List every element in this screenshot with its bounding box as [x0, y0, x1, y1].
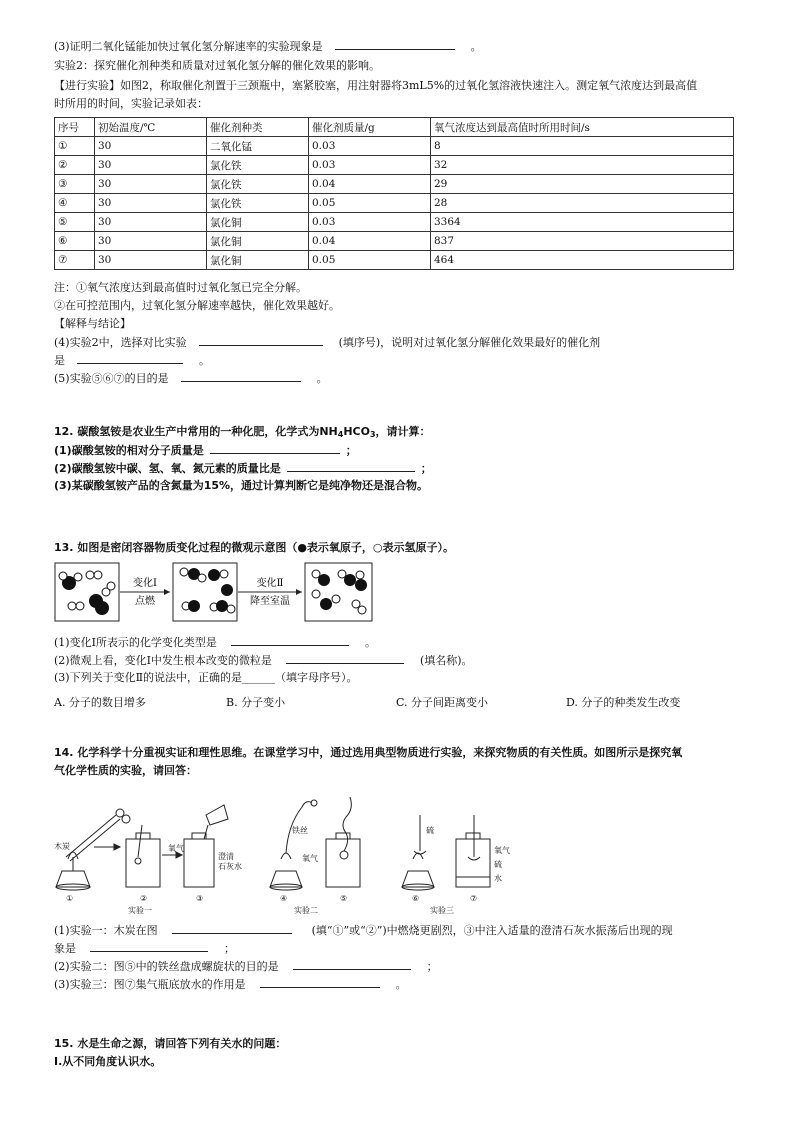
svg-text:氧气: 氧气	[302, 854, 318, 863]
q12-part2: (2)碳酸氢铵中碳、氢、氧、氮元素的质量比是 ；	[54, 462, 432, 475]
svg-text:②: ②	[140, 894, 148, 903]
svg-text:⑤: ⑤	[340, 894, 348, 903]
option-d[interactable]: D. 分子的种类发生改变	[566, 696, 681, 709]
microscopic-diagram	[54, 562, 374, 622]
svg-text:硫: 硫	[426, 826, 434, 835]
table-cell: 催化剂质量/g	[309, 118, 431, 137]
table-cell: 30	[95, 251, 207, 270]
q14-part1: (1)实验一：木炭在图 (填“①”或“②”)中燃烧更剧烈，③中注入适量的澄清石灰水振荡后出现的现	[54, 924, 673, 937]
change1-label: 变化Ⅰ	[133, 578, 157, 589]
gas-bottle-3	[184, 805, 228, 887]
q11-part4-cont: 是 。	[54, 354, 210, 367]
table-cell: ④	[55, 194, 95, 213]
q14-stem-1: 14. 化学科学十分重视实证和理性思维。在课堂学习中，通过选用典型物质进行实验，来探究物质的有关性质。如图所示是探究氧	[54, 746, 683, 759]
svg-text:澄清: 澄清	[218, 852, 234, 861]
gas-bottle-7	[456, 815, 490, 887]
answer-blank[interactable]	[210, 442, 340, 454]
table-cell: ⑥	[55, 232, 95, 251]
container-box-3	[305, 563, 372, 621]
svg-text:实验二: 实验二	[294, 906, 318, 915]
container-box-2	[173, 563, 237, 621]
table-cell: ③	[55, 175, 95, 194]
table-cell: ⑦	[55, 251, 95, 270]
table-cell: 0.05	[309, 194, 431, 213]
table-cell: 30	[95, 137, 207, 156]
q12-part1: (1)碳酸氢铵的相对分子质量是 ；	[54, 444, 357, 457]
q14-part1-cont: 象是 ；	[54, 942, 235, 955]
table-cell: 837	[431, 232, 734, 251]
note-2: ②在可控范围内，过氧化氢分解速率越快，催化效果越好。	[54, 299, 340, 312]
answer-blank[interactable]	[335, 38, 455, 50]
q12-stem: 12. 碳酸氢铵是农业生产中常用的一种化肥，化学式为$NH_4HCO_3$，请计算：	[54, 425, 431, 439]
q13-part3: (3)下列关于变化Ⅱ的说法中，正确的是______（填字母序号）。	[54, 671, 358, 684]
table-cell: 0.04	[309, 175, 431, 194]
table-cell: 8	[431, 137, 734, 156]
svg-text:实验一: 实验一	[128, 906, 152, 915]
option-a[interactable]: A. 分子的数目增多	[54, 696, 146, 709]
container-box-1	[55, 563, 119, 621]
svg-text:硫: 硫	[494, 860, 502, 869]
table-cell: 氯化铁	[207, 194, 309, 213]
svg-text:石灰水: 石灰水	[218, 862, 242, 871]
answer-blank[interactable]	[231, 634, 349, 646]
svg-text:④: ④	[280, 894, 288, 903]
alcohol-lamp-6	[402, 853, 434, 890]
table-cell: 32	[431, 156, 734, 175]
table-cell: 30	[95, 175, 207, 194]
answer-blank[interactable]	[172, 922, 292, 934]
change1-condition: 点燃	[135, 596, 155, 607]
q14-stem-2: 气化学性质的实验，请回答：	[54, 764, 197, 777]
table-cell: 29	[431, 175, 734, 194]
procedure-line2: 时所用的时间，实验记录如表：	[54, 97, 208, 110]
table-row	[55, 213, 734, 232]
table-cell: 氯化铜	[207, 213, 309, 232]
table-cell: 氧气浓度达到最高值时所用时间/s	[431, 118, 734, 137]
table-cell: 464	[431, 251, 734, 270]
svg-text:氧气: 氧气	[494, 846, 510, 855]
q11-part4: (4)实验2中，选择对比实验 (填序号)，说明对过氧化氢分解催化效果最好的催化剂	[54, 336, 601, 349]
q14-part2: (2)实验二：图⑤中的铁丝盘成螺旋状的目的是 ；	[54, 960, 438, 973]
q15-part1: Ⅰ.从不同角度认识水。	[54, 1055, 162, 1068]
table-cell: 催化剂种类	[207, 118, 309, 137]
q13-stem: 13. 如图是密闭容器物质变化过程的微观示意图（●表示氧原子，○表示氢原子）。	[54, 541, 455, 554]
q14-part3: (3)实验三：图⑦集气瓶底放水的作用是 。	[54, 978, 407, 991]
option-b[interactable]: B. 分子变小	[226, 696, 286, 709]
q11-part5: (5)实验⑤⑥⑦的目的是 。	[54, 372, 328, 385]
table-row	[55, 175, 734, 194]
answer-blank[interactable]	[90, 940, 208, 952]
q15-stem: 15. 水是生命之源，请回答下列有关水的问题：	[54, 1037, 287, 1050]
table-cell: 3364	[431, 213, 734, 232]
svg-text:水: 水	[494, 874, 502, 883]
svg-text:③: ③	[196, 894, 204, 903]
crucible-tongs	[66, 815, 120, 861]
procedure-line1: 【进行实验】如图2，称取催化剂置于三颈瓶中，塞紧胶塞，用注射器将3mL5%的过氧化氢溶液快速注入。测定氧气浓度达到最高值	[54, 79, 698, 92]
table-cell: 28	[431, 194, 734, 213]
table-cell: 二氧化锰	[207, 137, 309, 156]
q13-part2: (2)微观上看，变化Ⅰ中发生根本改变的微粒是 (填名称)。	[54, 654, 473, 667]
table-cell: 氯化铜	[207, 232, 309, 251]
exp2-desc: 实验2：探究催化剂种类和质量对过氧化氢分解的催化效果的影响。	[54, 59, 380, 72]
table-cell: ①	[55, 137, 95, 156]
change2-condition: 降至室温	[250, 596, 290, 607]
table-cell: 0.03	[309, 213, 431, 232]
table-cell: 0.05	[309, 251, 431, 270]
answer-blank[interactable]	[181, 370, 301, 382]
table-cell: 30	[95, 194, 207, 213]
table-row	[55, 251, 734, 270]
table-cell: 0.04	[309, 232, 431, 251]
gas-bottle-2	[126, 825, 160, 887]
answer-blank[interactable]	[286, 652, 404, 664]
oxygen-experiment-illustration	[54, 795, 744, 915]
table-row	[55, 156, 734, 175]
table-cell: 氯化铜	[207, 251, 309, 270]
table-cell: 30	[95, 213, 207, 232]
table-cell: 初始温度/℃	[95, 118, 207, 137]
answer-blank[interactable]	[293, 958, 411, 970]
table-header-row	[55, 118, 734, 137]
answer-blank[interactable]	[199, 334, 323, 346]
table-cell: 30	[95, 232, 207, 251]
table-cell: 氯化铁	[207, 175, 309, 194]
experiment-table	[54, 117, 734, 270]
gas-bottle-5	[326, 797, 360, 887]
alcohol-lamp-1	[56, 852, 90, 890]
table-row	[55, 194, 734, 213]
svg-text:氧气: 氧气	[168, 844, 184, 853]
table-cell: 30	[95, 156, 207, 175]
note-1: 注：①氧气浓度达到最高值时过氧化氢已完全分解。	[54, 281, 307, 294]
answer-blank[interactable]	[260, 976, 380, 988]
table-cell: 0.03	[309, 156, 431, 175]
svg-text:⑥: ⑥	[412, 894, 420, 903]
table-cell: 序号	[55, 118, 95, 137]
answer-blank[interactable]	[77, 352, 183, 364]
table-cell: 0.03	[309, 137, 431, 156]
conclusion-heading: 【解释与结论】	[54, 317, 131, 330]
table-cell: 氯化铁	[207, 156, 309, 175]
q12-part3: (3)某碳酸氢铵产品的含氮量为15%，通过计算判断它是纯净物还是混合物。	[54, 479, 429, 492]
table-row	[55, 137, 734, 156]
table-cell: ②	[55, 156, 95, 175]
svg-text:⑦: ⑦	[470, 894, 478, 903]
change2-label: 变化Ⅱ	[256, 578, 284, 589]
table-cell: ⑤	[55, 213, 95, 232]
option-c[interactable]: C. 分子间距离变小	[396, 696, 489, 709]
q13-part1: (1)变化Ⅰ所表示的化学变化类型是 。	[54, 636, 376, 649]
alcohol-lamp-2	[270, 853, 302, 890]
svg-text:①: ①	[66, 894, 74, 903]
answer-blank[interactable]	[287, 460, 415, 472]
svg-text:实验三: 实验三	[430, 906, 454, 915]
svg-text:木炭: 木炭	[54, 842, 70, 851]
table-row	[55, 232, 734, 251]
q11-part3: (3)证明二氧化锰能加快过氧化氢分解速率的实验现象是 。	[54, 40, 482, 53]
svg-text:铁丝: 铁丝	[292, 826, 308, 835]
